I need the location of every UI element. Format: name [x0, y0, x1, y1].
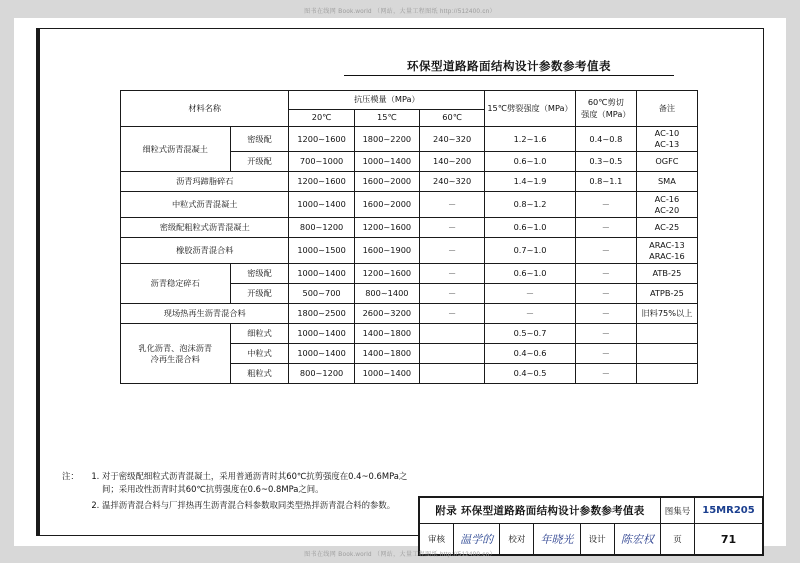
- table-body: [121, 127, 698, 384]
- cell-m60: －: [419, 284, 484, 304]
- cell-m20: 1000~1400: [289, 344, 354, 364]
- cell-shear: 0.8~1.1: [575, 172, 636, 192]
- title-block-main-title: 附录 环保型道路路面结构设计参数参考值表: [420, 498, 661, 524]
- cell-remark: 旧料75%以上: [636, 304, 697, 324]
- notes-label: 注：: [62, 471, 79, 481]
- cell-m20: 800~1200: [289, 364, 354, 384]
- cell-remark: SMA: [636, 172, 697, 192]
- cell-shear: 0.3~0.5: [575, 152, 636, 172]
- table-row: [121, 264, 698, 284]
- table-title-underline: [344, 75, 674, 76]
- cell-remark: [636, 192, 697, 218]
- remark-line: ARAC-13: [649, 239, 685, 250]
- table-title: 环保型道路路面结构设计参数参考值表: [407, 59, 611, 73]
- table-row: [121, 218, 698, 238]
- title-block-check-label: 校对: [500, 524, 534, 555]
- title-block-page-value: 71: [695, 524, 763, 555]
- header-material: 材料名称: [121, 91, 289, 127]
- title-block-row-main: [420, 498, 763, 524]
- cell-m20: 1000~1500: [289, 238, 354, 264]
- cell-material-sub: 开级配: [230, 284, 289, 304]
- cell-m15: 1600~1900: [354, 238, 419, 264]
- title-block-table: [419, 497, 763, 555]
- cell-m15: 1400~1800: [354, 324, 419, 344]
- cell-split: 0.6~1.0: [485, 218, 576, 238]
- cell-material-name: 乳化沥青、泡沫沥青 冷再生混合料: [121, 324, 231, 384]
- header-modulus-15c: 15℃: [354, 110, 419, 127]
- table-header-row-1: [121, 91, 698, 110]
- cell-remark: [636, 324, 697, 344]
- notes-block: [62, 470, 422, 514]
- title-block-page-label: 页: [661, 524, 695, 555]
- title-block-atlas-value: 15MR205: [695, 498, 763, 524]
- cell-shear: －: [575, 284, 636, 304]
- cell-material-sub: 细粒式: [230, 324, 289, 344]
- cell-m20: 1200~1600: [289, 172, 354, 192]
- remark-line: ARAC-16: [649, 250, 685, 261]
- cell-split: －: [485, 284, 576, 304]
- table-row: [121, 238, 698, 264]
- cell-material-name: 密级配粗粒式沥青混凝土: [121, 218, 289, 238]
- cell-split: －: [485, 304, 576, 324]
- cell-m15: 1200~1600: [354, 264, 419, 284]
- cell-m15: 1400~1800: [354, 344, 419, 364]
- cell-material-name: 中粒式沥青混凝土: [121, 192, 289, 218]
- table-row: [121, 192, 698, 218]
- cell-shear: －: [575, 304, 636, 324]
- cell-shear: －: [575, 344, 636, 364]
- cell-m15: 1600~2000: [354, 192, 419, 218]
- parameters-table: [120, 90, 698, 384]
- title-block-review-signature: 温学的: [454, 524, 500, 555]
- notes-list: [62, 470, 422, 512]
- cell-split: 0.7~1.0: [485, 238, 576, 264]
- cell-material-sub: 粗粒式: [230, 364, 289, 384]
- cell-m60: [419, 364, 484, 384]
- watermark-bottom: 图书在线网 Book.world （网站，大量工程图纸 http://512400.cn）: [304, 552, 496, 558]
- cell-shear: －: [575, 238, 636, 264]
- cell-remark: [636, 364, 697, 384]
- cell-remark: AC-25: [636, 218, 697, 238]
- title-block: [418, 496, 764, 556]
- cell-material-sub: 开级配: [230, 152, 289, 172]
- cell-m20: 800~1200: [289, 218, 354, 238]
- cell-m60: 240~320: [419, 127, 484, 152]
- cell-m20: 1000~1400: [289, 192, 354, 218]
- header-modulus-group: 抗压模量（MPa）: [289, 91, 485, 110]
- cell-m60: －: [419, 238, 484, 264]
- cell-m15: 800~1400: [354, 284, 419, 304]
- cell-m60: －: [419, 304, 484, 324]
- table-row: [121, 127, 698, 152]
- cell-shear: －: [575, 264, 636, 284]
- header-split-strength: 15℃劈裂强度（MPa）: [485, 91, 576, 127]
- cell-m15: 1000~1400: [354, 364, 419, 384]
- cell-shear: －: [575, 192, 636, 218]
- cell-remark: ATPB-25: [636, 284, 697, 304]
- remark-line: AC-16: [654, 193, 680, 204]
- cell-m20: 1000~1400: [289, 324, 354, 344]
- cell-split: 0.5~0.7: [485, 324, 576, 344]
- drawing-sheet: [14, 18, 786, 546]
- cell-m60: －: [419, 218, 484, 238]
- cell-remark: [636, 127, 697, 152]
- cell-remark: ATB-25: [636, 264, 697, 284]
- cell-m15: 1000~1400: [354, 152, 419, 172]
- sheet-binding-edge: [36, 28, 40, 536]
- cell-m60: 140~200: [419, 152, 484, 172]
- table-row: [121, 304, 698, 324]
- remark-line: AC-20: [654, 204, 680, 215]
- title-block-atlas-label: 图集号: [661, 498, 695, 524]
- cell-m60: [419, 344, 484, 364]
- table-row: [121, 324, 698, 344]
- remark-line: AC-13: [654, 139, 680, 150]
- cell-material-sub: 密级配: [230, 127, 289, 152]
- cell-split: 1.4~1.9: [485, 172, 576, 192]
- cell-shear: 0.4~0.8: [575, 127, 636, 152]
- watermark-top: 图书在线网 Book.world （网站，大量工程图纸 http://512400.cn）: [304, 9, 496, 15]
- title-block-design-signature: 陈宏权: [614, 524, 660, 555]
- cell-split: 0.6~1.0: [485, 264, 576, 284]
- cell-shear: －: [575, 324, 636, 344]
- title-block-check-signature: 年晓光: [534, 524, 580, 555]
- title-block-design-label: 设计: [580, 524, 614, 555]
- note-item: 2. 温拌沥青混合料与厂拌热再生沥青混合料参数取同类型热拌沥青混合料的参数。: [102, 499, 422, 512]
- cell-m20: 700~1000: [289, 152, 354, 172]
- cell-m60: －: [419, 192, 484, 218]
- cell-split: 0.6~1.0: [485, 152, 576, 172]
- cell-m20: 1200~1600: [289, 127, 354, 152]
- cell-m15: 1800~2200: [354, 127, 419, 152]
- cell-split: 0.4~0.5: [485, 364, 576, 384]
- cell-split: 0.4~0.6: [485, 344, 576, 364]
- cell-m20: 500~700: [289, 284, 354, 304]
- cell-m60: [419, 324, 484, 344]
- table-row: [121, 172, 698, 192]
- cell-material-name: 橡胶沥青混合料: [121, 238, 289, 264]
- cell-material-name: 细粒式沥青混凝土: [121, 127, 231, 172]
- cell-split: 1.2~1.6: [485, 127, 576, 152]
- cell-m15: 2600~3200: [354, 304, 419, 324]
- cell-m20: 1800~2500: [289, 304, 354, 324]
- cell-split: 0.8~1.2: [485, 192, 576, 218]
- header-shear-strength: 60℃剪切 强度（MPa）: [575, 91, 636, 127]
- header-remark: 备注: [636, 91, 697, 127]
- cell-m20: 1000~1400: [289, 264, 354, 284]
- cell-remark: OGFC: [636, 152, 697, 172]
- remark-line: AC-10: [654, 128, 680, 138]
- cell-material-name: 沥青稳定碎石: [121, 264, 231, 304]
- cell-remark: [636, 344, 697, 364]
- cell-shear: －: [575, 364, 636, 384]
- cell-m60: －: [419, 264, 484, 284]
- header-modulus-60c: 60℃: [419, 110, 484, 127]
- cell-remark: [636, 238, 697, 264]
- cell-material-name: 现场热再生沥青混合料: [121, 304, 289, 324]
- cell-material-name: 沥青玛蹄脂碎石: [121, 172, 289, 192]
- cell-m15: 1600~2000: [354, 172, 419, 192]
- cell-material-sub: 中粒式: [230, 344, 289, 364]
- title-block-review-label: 审核: [420, 524, 454, 555]
- header-modulus-20c: 20℃: [289, 110, 354, 127]
- cell-m60: 240~320: [419, 172, 484, 192]
- cell-material-sub: 密级配: [230, 264, 289, 284]
- cell-shear: －: [575, 218, 636, 238]
- note-item: 1. 对于密级配细粒式沥青混凝土，采用普通沥青时其60℃抗剪强度在0.4~0.6MPa之间；采用改性沥青时其60℃抗剪强度在0.6~0.8MPa之间。: [102, 470, 422, 497]
- cell-m15: 1200~1600: [354, 218, 419, 238]
